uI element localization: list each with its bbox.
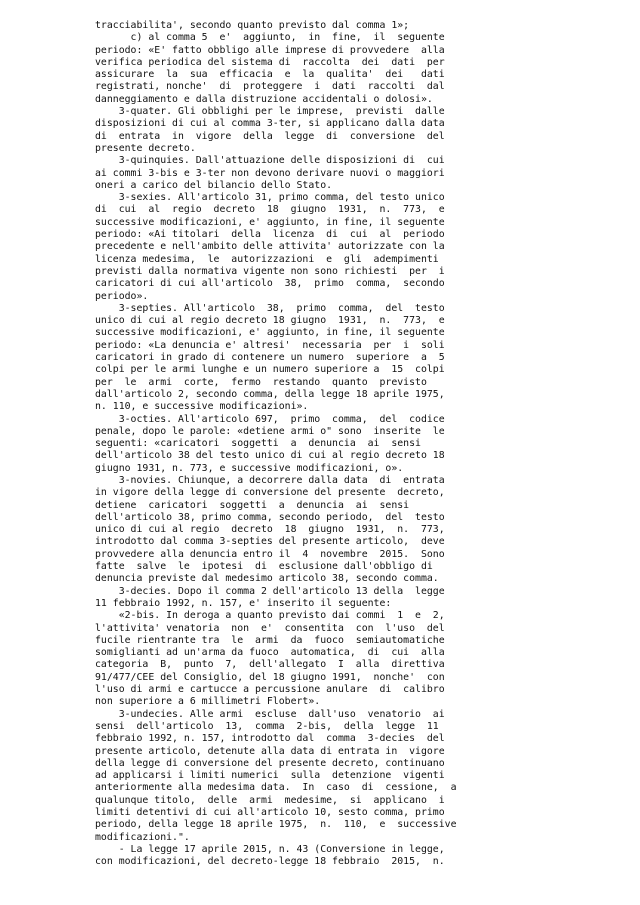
text-line: seguenti: «caricatori soggetti a denuncia ai sensi (95, 438, 421, 450)
text-line: l'attivita' venatoria non e' consentita con l'uso del (95, 622, 445, 634)
text-line: 3-undecies. Alle armi escluse dall'uso venatorio ai (95, 708, 445, 720)
text-line: «2-bis. In deroga a quanto previsto dai commi 1 e 2, (95, 610, 445, 622)
text-line: unico di cui al regio decreto 18 giugno 1931, n. 773, (95, 524, 445, 536)
text-line: giugno 1931, n. 773, e successive modificazioni, o». (95, 462, 404, 474)
text-line: 3-decies. Dopo il comma 2 dell'articolo 13 della legge (95, 585, 445, 597)
document-body (95, 20, 555, 868)
text-line: limiti detentivi di cui all'articolo 10, sesto comma, primo (95, 807, 445, 818)
text-line: n. 110, e successive modificazioni». (95, 401, 309, 413)
text-line: presente articolo, detenute alla data di entrata in vigore (95, 745, 445, 757)
text-line: ai commi 3-bis e 3-ter non devono derivare nuovi o maggiori (95, 167, 445, 179)
text-line: caricatori di cui all'articolo 38, primo comma, secondo (95, 278, 445, 290)
text-line: assicurare la sua efficacia e la qualita' dei dati (95, 69, 445, 81)
text-line: dell'articolo 38 del testo unico di cui al regio decreto 18 (95, 450, 445, 462)
text-line: fucile rientrante tra le armi da fuoco semiautomatiche (95, 634, 445, 646)
text-line: 91/477/CEE del Consiglio, del 18 giugno 1991, nonche' con (95, 671, 445, 683)
text-line: l'uso di armi e cartucce a percussione anulare di calibro (95, 684, 445, 696)
text-line: detiene caricatori soggetti a denuncia ai sensi (95, 499, 410, 511)
text-line: colpi per le armi lunghe e un numero superiore a 15 colpi (95, 364, 445, 376)
text-line: previsti dalla normativa vigente non sono richiesti per i (95, 265, 445, 277)
text-line: successive modificazioni, e' aggiunto, in fine, il seguente (95, 327, 445, 339)
text-line: verifica periodica del sistema di raccolta dei dati per (95, 56, 445, 68)
text-line: dall'articolo 2, secondo comma, della legge 18 aprile 1975, (95, 388, 445, 400)
text-line: disposizioni di cui al comma 3-ter, si applicano dalla data (95, 118, 445, 130)
text-line: 11 febbraio 1992, n. 157, e' inserito il seguente: (95, 597, 392, 609)
text-line: qualunque titolo, delle armi medesime, si applicano i (95, 794, 445, 806)
text-line: introdotto dal comma 3-septies del presente articolo, deve (95, 536, 445, 548)
text-line: con modificazioni, del decreto-legge 18 febbraio 2015, n. (95, 856, 445, 868)
text-line: successive modificazioni, e' aggiunto, in fine, il seguente (95, 216, 445, 228)
text-line: precedente e nell'ambito delle attivita' autorizzate con la (95, 241, 445, 253)
text-line: 3-sexies. All'articolo 31, primo comma, del testo unico (95, 192, 445, 204)
text-line: 3-octies. All'articolo 697, primo comma, del codice (95, 413, 445, 425)
text-line: di entrata in vigore della legge di conversione del (95, 130, 445, 142)
text-line: dell'articolo 38, primo comma, secondo periodo, del testo (95, 511, 445, 523)
text-line: categoria B, punto 7, dell'allegato I alla direttiva (95, 659, 445, 671)
text-line: di cui al regio decreto 18 giugno 1931, n. 773, e (95, 204, 445, 216)
text-line: penale, dopo le parole: «detiene armi o" sono inserite le (95, 425, 445, 437)
text-line: registrati, nonche' di proteggere i dati raccolti dal (95, 81, 445, 93)
text-line: modificazioni.". (95, 831, 190, 843)
text-line: periodo, della legge 18 aprile 1975, n. 110, e successive (95, 819, 457, 831)
text-line: periodo: «E' fatto obbligo alle imprese di provvedere alla (95, 44, 445, 56)
text-line: periodo». (95, 290, 149, 302)
text-line: c) al comma 5 e' aggiunto, in fine, il seguente (95, 32, 445, 44)
text-line: 3-quater. Gli obblighi per le imprese, previsti dalle (95, 106, 445, 118)
text-line: caricatori in grado di contenere un numero superiore a 5 (95, 352, 445, 364)
text-line: - La legge 17 aprile 2015, n. 43 (Conversione in legge, (95, 843, 445, 855)
text-line: denuncia previste dal medesimo articolo 38, secondo comma. (95, 573, 439, 585)
text-line: ad applicarsi i limiti numerici sulla detenzione vigenti (95, 770, 445, 782)
text-line: oneri a carico del bilancio dello Stato. (95, 179, 333, 191)
text-line: periodo: «La denuncia e' altresi' necessaria per i soli (95, 339, 445, 351)
text-line: non superiore a 6 millimetri Flobert». (95, 696, 321, 708)
text-line: 3-septies. All'articolo 38, primo comma, del testo (95, 302, 445, 314)
text-line: febbraio 1992, n. 157, introdotto dal comma 3-decies del (95, 733, 445, 745)
text-line: per le armi corte, fermo restando quanto previsto (95, 376, 427, 388)
text-line: somiglianti ad un'arma da fuoco automatica, di cui alla (95, 647, 445, 659)
text-line: provvedere alla denuncia entro il 4 novembre 2015. Sono (95, 548, 445, 560)
text-line: tracciabilita', secondo quanto previsto dal comma 1»; (95, 20, 410, 31)
text-line: presente decreto. (95, 142, 196, 154)
text-line: danneggiamento e dalla distruzione accidentali o dolosi». (95, 93, 433, 105)
text-line: 3-novies. Chiunque, a decorrere dalla data di entrata (95, 474, 445, 486)
text-line: periodo: «Ai titolari della licenza di cui al periodo (95, 229, 445, 241)
text-line: sensi dell'articolo 13, comma 2-bis, della legge 11 (95, 720, 439, 732)
text-line: licenza medesima, le autorizzazioni e gli adempimenti (95, 253, 439, 265)
text-line: unico di cui al regio decreto 18 giugno 1931, n. 773, e (95, 315, 445, 327)
text-line: della legge di conversione del presente decreto, continuano (95, 757, 445, 769)
text-line: fatte salve le ipotesi di esclusione dall'obbligo di (95, 561, 433, 573)
text-line: in vigore della legge di conversione del presente decreto, (95, 487, 445, 499)
text-line: anteriormente alla medesima data. In caso di cessione, a (95, 782, 457, 794)
text-line: 3-quinquies. Dall'attuazione delle disposizioni di cui (95, 155, 445, 167)
